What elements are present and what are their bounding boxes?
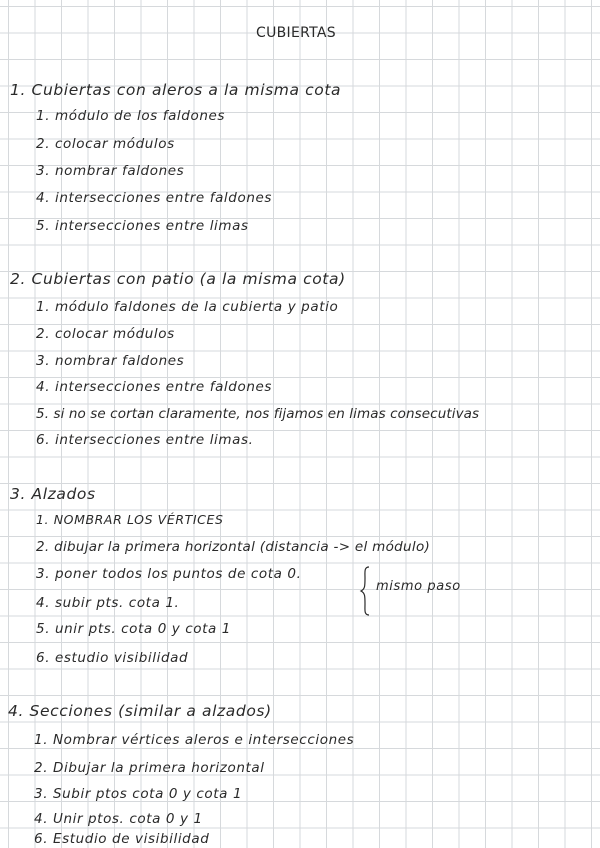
list-item: 2. colocar módulos (36, 326, 175, 342)
list-item: 3. Subir ptos cota 0 y cota 1 (34, 786, 243, 802)
section-heading-2: 2. Cubiertas con patio (a la misma cota) (10, 270, 346, 288)
list-item: 3. nombrar faldones (36, 353, 185, 369)
margin-note: mismo paso (376, 579, 461, 594)
list-item: 6. intersecciones entre limas. (36, 432, 254, 448)
section-heading-3: 3. Alzados (10, 485, 96, 503)
list-item: 2. Dibujar la primera horizontal (34, 760, 265, 776)
list-item: 1. NOMBRAR LOS VÉRTICES (36, 512, 224, 527)
list-item: 4. Unir ptos. cota 0 y 1 (34, 811, 203, 827)
list-item: 6. estudio visibilidad (36, 650, 189, 666)
list-item: 2. dibujar la primera horizontal (distancia -> el módulo) (36, 539, 431, 555)
list-item: 5. intersecciones entre limas (36, 218, 249, 234)
page-title: CUBIERTAS (256, 25, 336, 41)
list-item: 5. si no se cortan claramente, nos fijamos en limas consecutivas (36, 406, 480, 422)
list-item: 1. Nombrar vértices aleros e intersecciones (34, 732, 355, 748)
list-item: 6. Estudio de visibilidad (34, 831, 210, 847)
section-heading-4: 4. Secciones (similar a alzados) (8, 702, 272, 720)
list-item: 5. unir pts. cota 0 y cota 1 (36, 621, 231, 637)
list-item: 3. nombrar faldones (36, 163, 185, 179)
list-item: 1. módulo de los faldones (36, 108, 226, 124)
list-item: 4. intersecciones entre faldones (36, 190, 273, 206)
list-item: 1. módulo faldones de la cubierta y patio (36, 299, 339, 315)
list-item: 4. subir pts. cota 1. (36, 595, 180, 611)
list-item: 2. colocar módulos (36, 136, 175, 152)
section-heading-1: 1. Cubiertas con aleros a la misma cota (10, 81, 342, 99)
list-item: 3. poner todos los puntos de cota 0. (36, 566, 302, 582)
curly-brace-icon (359, 566, 371, 616)
list-item: 4. intersecciones entre faldones (36, 379, 273, 395)
